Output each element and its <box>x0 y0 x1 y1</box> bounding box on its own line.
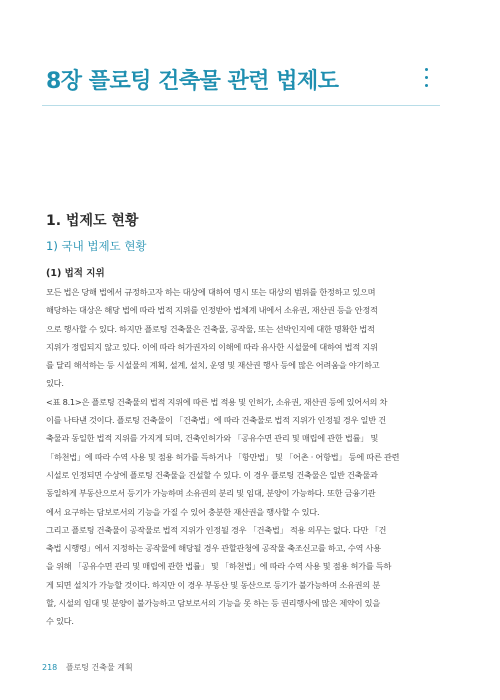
text-line: 축물과 동일한 법적 지위를 가지게 되며, 건축인허가와 「공유수면 관리 및 매립에 관한 법률」 및 <box>46 433 379 444</box>
paragraph-heading: (1) 법적 지위 <box>46 268 105 279</box>
text-line: 지위가 정립되지 않고 있다. 이에 따라 허가권자의 이해에 따라 유사한 시설물에 대하여 법적 지위 <box>46 341 378 352</box>
page-number: 218 <box>42 663 58 672</box>
text-line: 시설로 인정되면 수상에 플로팅 건축물을 건설할 수 있다. 이 경우 플로팅 건축물은 일반 건축물과 <box>46 469 378 480</box>
body-text <box>46 283 438 631</box>
text-line: 동일하게 부동산으로서 등기가 가능하며 소유권의 분리 및 임대, 분양이 가능하다. 또한 금융기관 <box>46 488 376 499</box>
text-line: 에서 요구하는 담보로서의 기능을 가질 수 있어 충분한 재산권을 행사할 수 있다. <box>46 506 320 517</box>
text-line: 그리고 플로팅 건축물이 공작물로 법적 지위가 인정될 경우 「건축법」 적용 의무는 없다. 다만 「건 <box>46 524 387 535</box>
text-line: 게 되면 설치가 가능할 것이다. 하지만 이 경우 부동산 및 동산으로 등기가 불가능하며 소유권의 분 <box>46 579 380 590</box>
page-footer <box>42 662 133 673</box>
text-line: 으로 행사할 수 있다. 하지만 플로팅 건축물은 건축물, 공작물, 또는 선박인지에 대한 명확한 법적 <box>46 323 375 334</box>
subsection-title: 1) 국내 법제도 현황 <box>46 239 147 253</box>
text-line: 「하천법」에 따라 수역 사용 및 점용 허가를 득하거나 「항만법」 및 「어촌 · 어항법」 등에 따른 관련 <box>46 451 400 462</box>
text-line: 축법 시행령」에서 지정하는 공작물에 해당될 경우 관할관청에 공작물 축조신고를 하고, 수역 사용 <box>46 543 381 554</box>
section-title: 1. 법제도 현황 <box>46 213 139 229</box>
text-line: 할, 시설의 임대 및 분양이 불가능하고 담보로서의 기능을 못 하는 등 권리행사에 많은 제약이 있을 <box>46 598 380 609</box>
text-line: <표 8.1>은 플로팅 건축물의 법적 지위에 따른 법 적용 및 인허가, 소유권, 재산권 등에 있어서의 차 <box>46 396 388 407</box>
text-line: 모든 법은 당해 법에서 규정하고자 하는 대상에 대하여 명시 또는 대상의 범위를 한정하고 있으며 <box>46 287 376 297</box>
decorative-dots <box>425 68 431 92</box>
text-line: 를 달리 해석하는 등 시설물의 계획, 설계, 설치, 운영 및 재산권 행사 등에 많은 어려움을 야기하고 <box>46 360 380 371</box>
title-divider <box>42 105 440 106</box>
text-line: 이를 나타낸 것이다. 플로팅 건축물이 「건축법」에 따라 건축물로 법적 지위가 인정될 경우 일반 건 <box>46 415 386 426</box>
text-line: 을 위해 「공유수면 관리 및 매립에 관한 법률」 및 「하천법」에 따라 수역 사용 및 점용 허가를 득하 <box>46 561 392 572</box>
book-title: 플로팅 건축물 계획 <box>65 663 133 672</box>
chapter-title: 8장 플로팅 건축물 관련 법제도 <box>46 69 339 94</box>
text-line: 있다. <box>46 378 64 389</box>
text-line: 수 있다. <box>46 616 74 627</box>
text-line: 해당하는 대상은 해당 법에 따라 법적 지위를 인정받아 법체계 내에서 소유권, 재산권 등을 안정적 <box>46 305 378 316</box>
